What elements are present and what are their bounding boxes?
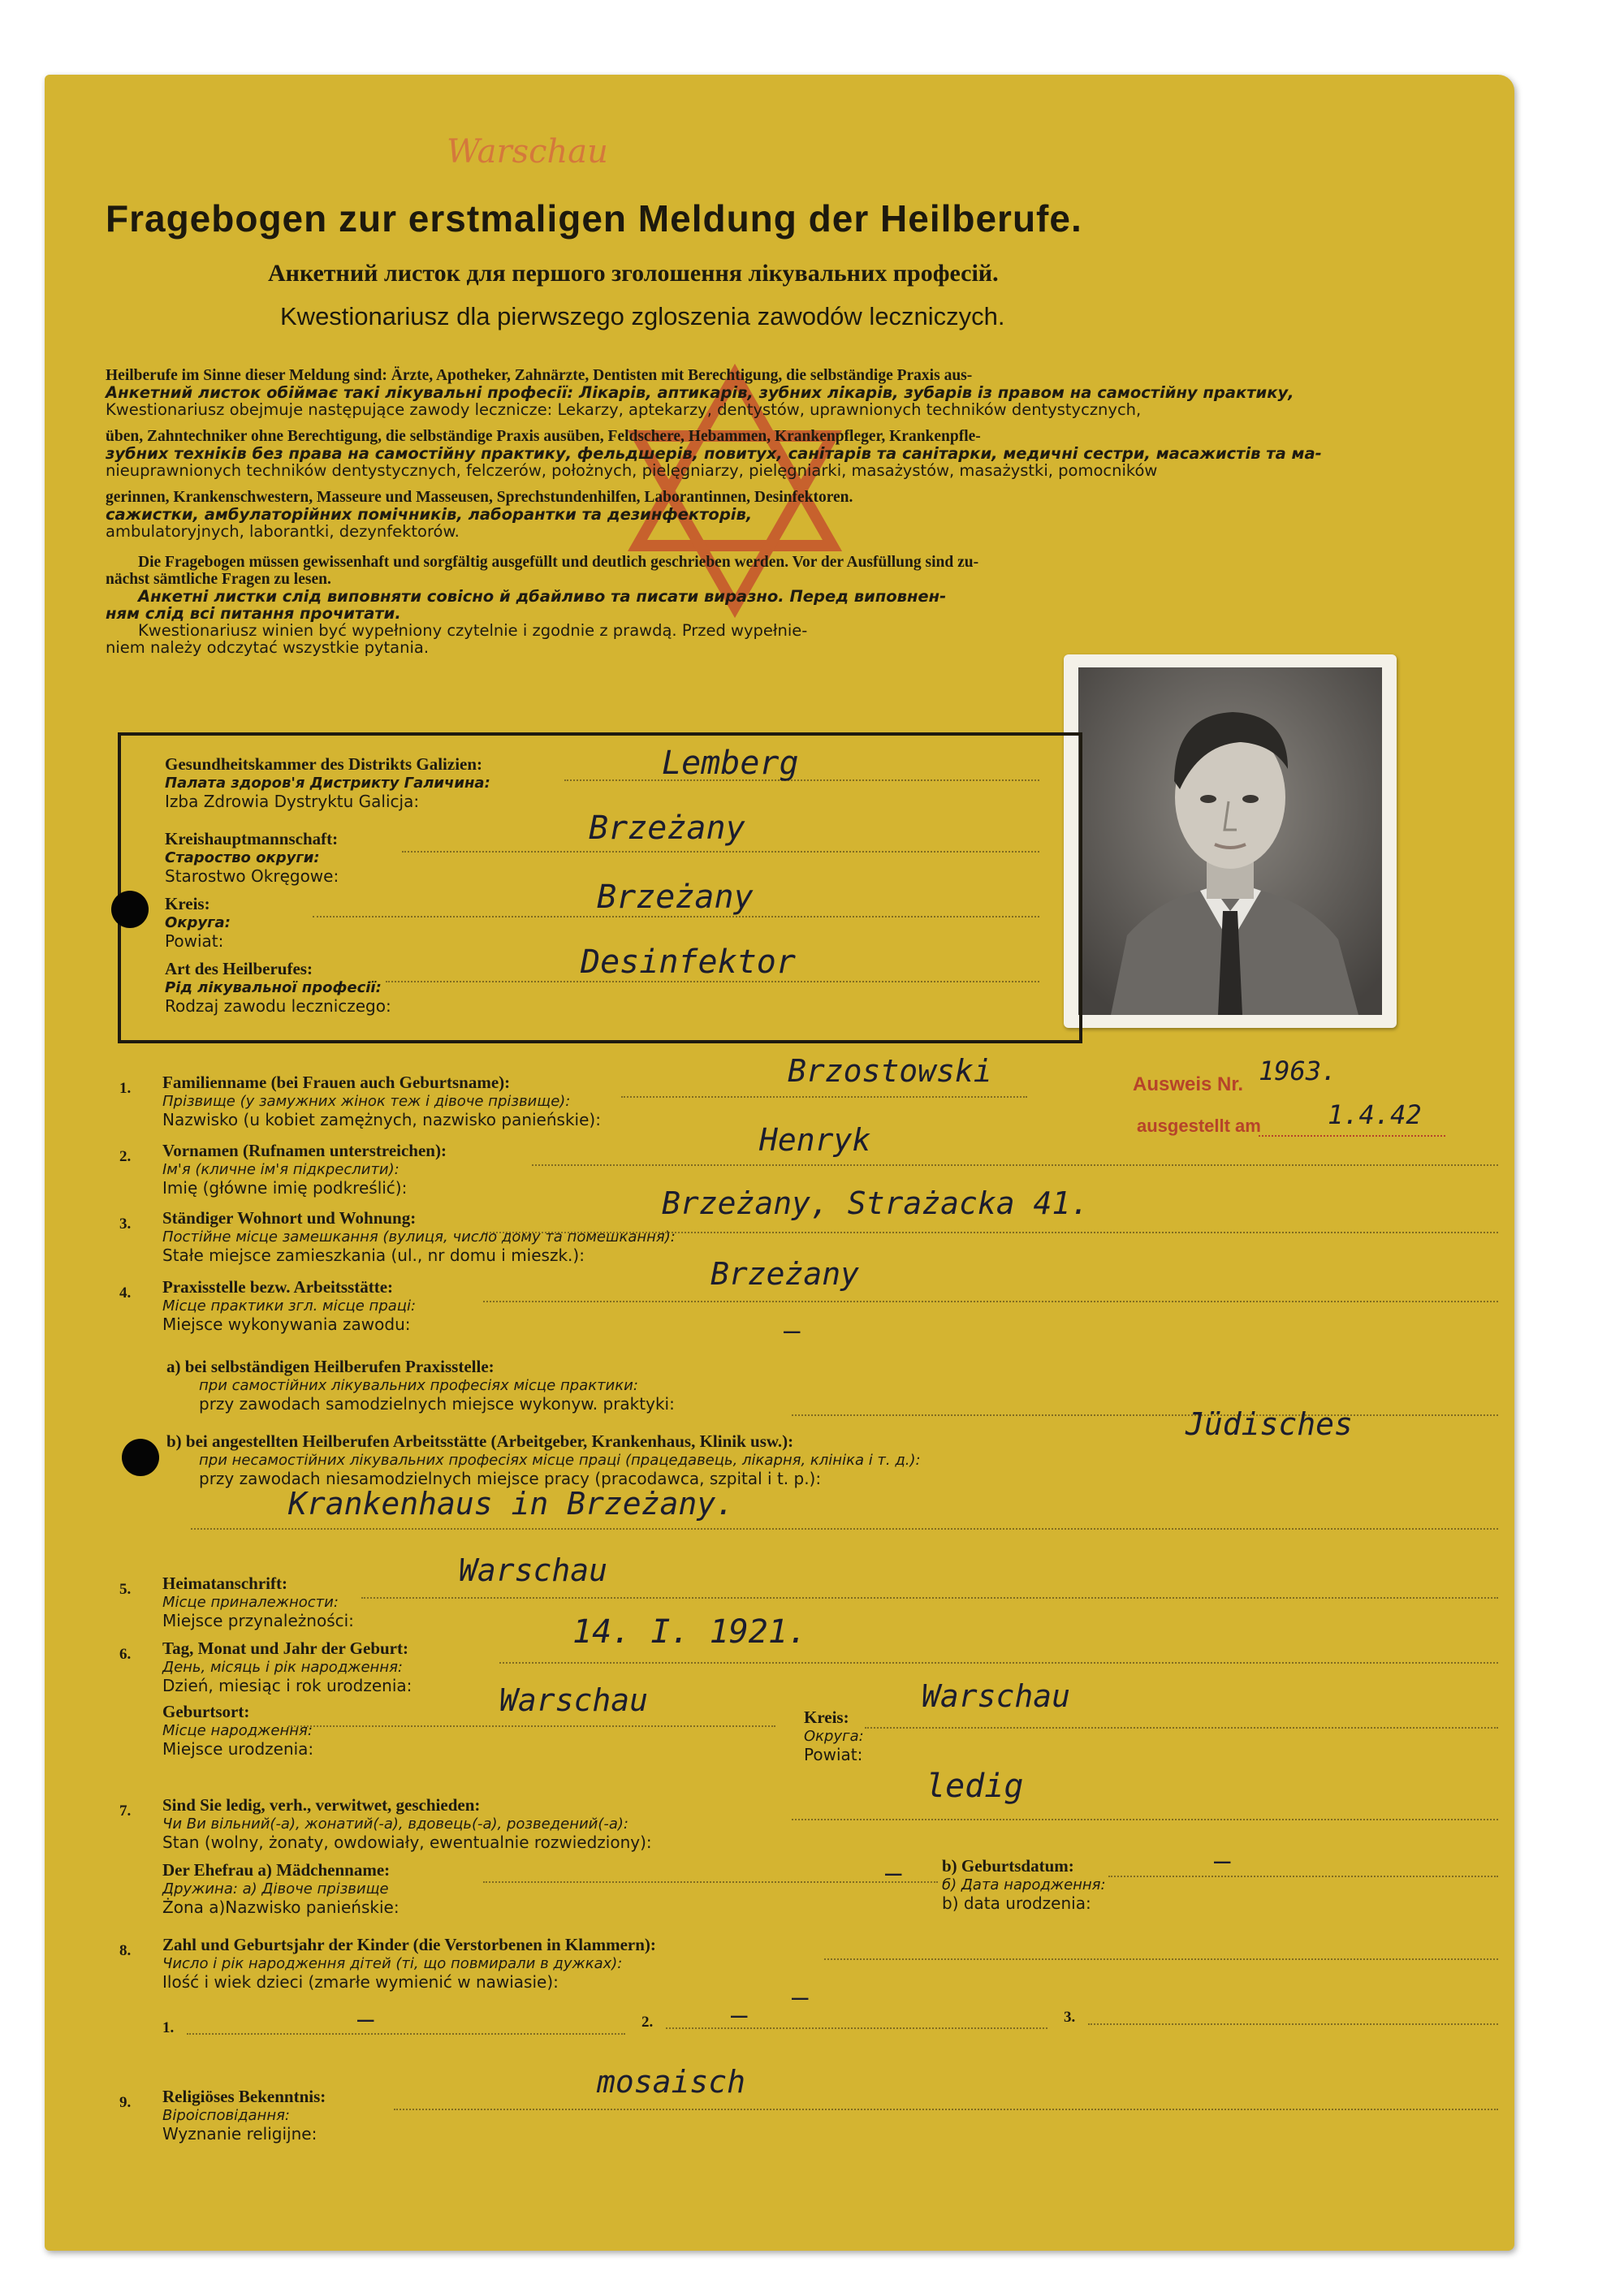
homeaddress-label-ua: Місце приналежности: xyxy=(162,1594,339,1611)
birthdate-label-de: Tag, Monat und Jahr der Geburt: xyxy=(162,1638,408,1658)
field-number: 8. xyxy=(119,1942,132,1959)
children-label-pl: Ilość i wiek dzieci (zmarłe wymienić w nawiasie): xyxy=(162,1972,559,1992)
intro-line: gerinnen, Krankenschwestern, Masseure und Masseusen, Sprechstundenhilfen, Laborantinnen, Desinfektoren. xyxy=(106,489,853,506)
firstname-value: Henryk xyxy=(759,1122,871,1158)
wife-maiden-label-ua: Дружина: а) Дівоче прізвище xyxy=(162,1880,389,1898)
birthdate-field xyxy=(162,1639,412,1695)
ausweis-nr-label: Ausweis Nr. xyxy=(1133,1073,1244,1095)
title-polish: Kwestionariusz dla pierwszego zgloszenia zawodów leczniczych. xyxy=(280,302,1005,330)
residence-value: Brzeżany, Strażacka 41. xyxy=(662,1185,1090,1221)
surname-field xyxy=(162,1073,601,1129)
kreishaupt-label-pl: Starostwo Okręgowe: xyxy=(165,866,339,886)
intro-line: Анкетний листок обіймає такі лікувальні професії: Лікарів, аптикарів, зубних лікарів, зубарів із правом на самостійну практику, xyxy=(106,383,1294,402)
homeaddress-label-de: Heimatanschrift: xyxy=(162,1574,287,1593)
ausweis-nr-value: 1963. xyxy=(1259,1056,1337,1086)
intro-line: Анкетні листки слід виповняти совісно й дбайливо та писати виразно. Перед виповнен- xyxy=(138,587,947,606)
wife-birthdate-label-de: b) Geburtsdatum: xyxy=(942,1856,1074,1876)
children-label-de: Zahl und Geburtsjahr der Kinder (die Verstorbenen in Klammern): xyxy=(162,1935,656,1954)
birthdate-label-pl: Dzień, miesiąc i rok urodzenia: xyxy=(162,1676,412,1695)
workplace-field xyxy=(162,1278,416,1334)
chamber-field xyxy=(165,755,490,811)
homeaddress-field xyxy=(162,1574,354,1630)
wife-birthdate-value: — xyxy=(1214,1845,1231,1877)
title-german: Fragebogen zur erstmaligen Meldung der Heilberufe. xyxy=(106,197,1082,240)
title-ukrainian: Анкетний листок для першого зголошення лікувальних професій. xyxy=(268,260,999,287)
portrait-photo xyxy=(1064,654,1397,1028)
ausweis-date-value: 1.4.42 xyxy=(1328,1099,1422,1130)
kreis-value: Brzeżany xyxy=(597,879,754,916)
kreishaupt-label-ua: Староство округи: xyxy=(165,849,320,866)
workplace-label-de: Praxisstelle bezw. Arbeitsstätte: xyxy=(162,1277,394,1297)
surname-value: Brzostowski xyxy=(788,1053,992,1089)
child-2-value: — xyxy=(731,1999,748,2031)
kreis-label-pl: Powiat: xyxy=(165,931,224,951)
workplace-b-field xyxy=(166,1432,921,1488)
wife-birthdate-label-ua: б) Дата народження: xyxy=(942,1876,1106,1893)
intro-line: nächst sämtliche Fragen zu lesen. xyxy=(106,571,331,588)
punch-hole xyxy=(111,891,149,928)
intro-line: nieuprawnionych techników dentystycznych, felczerów, położnych, pielęgniarzy, pielęgniarki, masażystów, masażystki, pomocników xyxy=(106,461,1158,480)
workplace-a-label-de: a) bei selbständigen Heilberufen Praxisstelle: xyxy=(166,1357,495,1376)
marital-field xyxy=(162,1796,652,1852)
intro-line: сажистки, амбулаторійних помічників, лаборантки та дезинфекторів, xyxy=(106,505,753,524)
child-1-value: — xyxy=(357,2003,374,2036)
residence-field xyxy=(162,1209,676,1265)
chamber-label-ua: Палата здоров'я Дистрикту Галичина: xyxy=(165,775,490,792)
firstname-label-de: Vornamen (Rufnamen unterstreichen): xyxy=(162,1141,447,1160)
intro-line: Heilberufe im Sinne dieser Meldung sind: Ärzte, Apotheker, Zahnärzte, Dentisten mit Berechtigung, die selbständige Praxis aus- xyxy=(106,367,973,384)
intro-line: зубних техніків без права на самостійну практику, фельдшерів, повитух, санітарів та санітарки, медичні сестри, масажистів та ма- xyxy=(106,444,1322,463)
religion-value: mosaisch xyxy=(597,2064,746,2100)
beruf-field xyxy=(165,960,391,1016)
homeaddress-label-pl: Miejsce przynależności: xyxy=(162,1611,354,1630)
workplace-b-value-2: Krankenhaus in Brzeżany. xyxy=(288,1486,735,1522)
kreis-label-ua: Округа: xyxy=(165,914,231,931)
field-number: 6. xyxy=(119,1646,132,1663)
birthplace-label-de: Geburtsort: xyxy=(162,1702,250,1721)
field-number: 1. xyxy=(119,1080,132,1097)
birthplace-label-pl: Miejsce urodzenia: xyxy=(162,1739,314,1759)
workplace-dash: — xyxy=(784,1315,801,1347)
workplace-b-label-pl: przy zawodach niesamodzielnych miejsce pracy (pracodawca, szpital i t. p.): xyxy=(199,1469,822,1488)
marital-value: ledig xyxy=(926,1768,1024,1805)
intro-line: Die Fragebogen müssen gewissenhaft und sorgfältig ausgefüllt und deutlich geschrieben werden. Vor der Ausfüllung sind zu- xyxy=(138,554,979,571)
kreishaupt-label-de: Kreishauptmannschaft: xyxy=(165,829,339,848)
firstname-label-pl: Imię (główne imię podkreślić): xyxy=(162,1178,408,1198)
intro-line: ambulatoryjnych, laborantki, dezynfektorów. xyxy=(106,522,460,541)
warschau-stamp: Warschau xyxy=(447,133,608,171)
surname-label-ua: Прізвище (у замужних жінок теж і дівоче прізвище): xyxy=(162,1093,571,1110)
firstname-field xyxy=(162,1142,447,1198)
chamber-value: Lemberg xyxy=(662,745,799,782)
wife-maiden-label-pl: Żona a)Nazwisko panieńskie: xyxy=(162,1898,400,1917)
child-2-number: 2. xyxy=(641,2014,654,2031)
workplace-b-label-ua: при несамостійних лікувальних професіях місце праці (працедавець, лікарня, клініка і т. д.): xyxy=(199,1452,921,1469)
intro-line: Kwestionariusz obejmuje następujące zawody lecznicze: Lekarzy, aptekarzy, dentystów, uprawnionych techników dentystycznych, xyxy=(106,400,1142,419)
intro-paragraph-1 xyxy=(106,367,1494,540)
kreishaupt-field xyxy=(165,830,339,886)
wife-birthdate-field xyxy=(942,1857,1106,1913)
kreis-field xyxy=(165,895,231,951)
religion-field xyxy=(162,2088,326,2144)
religion-label-pl: Wyznanie religijne: xyxy=(162,2124,317,2144)
wife-maiden-value: — xyxy=(885,1857,902,1889)
beruf-value: Desinfektor xyxy=(581,943,796,981)
workplace-a-label-ua: при самостійних лікувальних професіях місце практики: xyxy=(199,1377,638,1394)
workplace-label-ua: Місце практики згл. місце праці: xyxy=(162,1297,417,1315)
surname-label-pl: Nazwisko (u kobiet zamężnych, nazwisko panieńskie): xyxy=(162,1110,601,1129)
birth-kreis-label-de: Kreis: xyxy=(804,1708,849,1727)
religion-label-de: Religiöses Bekenntnis: xyxy=(162,2087,326,2106)
homeaddress-value: Warschau xyxy=(459,1552,608,1588)
birth-kreis-label-ua: Округа: xyxy=(804,1728,864,1745)
chamber-label-pl: Izba Zdrowia Dystryktu Galicja: xyxy=(165,792,420,811)
workplace-a-field xyxy=(166,1358,675,1414)
marital-label-ua: Чи Ви вільний(-а), жонатий(-а), вдовець(-а), розведений(-а): xyxy=(162,1816,628,1833)
children-field xyxy=(162,1936,656,1992)
children-value: — xyxy=(792,1981,809,2014)
child-1-number: 1. xyxy=(162,2019,175,2036)
workplace-value: Brzeżany xyxy=(710,1256,860,1292)
birth-kreis-label-pl: Powiat: xyxy=(804,1745,863,1764)
workplace-b-value-1: Jüdisches xyxy=(1186,1406,1353,1442)
field-number: 5. xyxy=(119,1581,132,1598)
portrait-image xyxy=(1078,667,1382,1015)
workplace-a-label-pl: przy zawodach samodzielnych miejsce wykonyw. praktyki: xyxy=(199,1394,675,1414)
birth-kreis-field xyxy=(804,1708,864,1764)
kreishaupt-value: Brzeżany xyxy=(589,810,745,847)
birth-kreis-value: Warschau xyxy=(922,1678,1071,1714)
beruf-label-ua: Рід лікувальної професії: xyxy=(165,979,382,996)
wife-maiden-field xyxy=(162,1861,400,1917)
birthdate-label-ua: День, місяць і рік народження: xyxy=(162,1659,403,1676)
wife-birthdate-label-pl: b) data urodzenia: xyxy=(942,1893,1091,1913)
field-number: 4. xyxy=(119,1284,132,1302)
residence-label-pl: Stałe miejsce zamieszkania (ul., nr domu i mieszk.): xyxy=(162,1246,585,1265)
workplace-label-pl: Miejsce wykonywania zawodu: xyxy=(162,1315,411,1334)
intro-paragraph-2 xyxy=(106,554,1494,656)
residence-label-ua: Постійне місце замешкання (вулиця, число дому та помешкання): xyxy=(162,1228,676,1246)
birthplace-value: Warschau xyxy=(499,1682,649,1718)
marital-label-de: Sind Sie ledig, verh., verwitwet, geschieden: xyxy=(162,1795,481,1815)
birthplace-field xyxy=(162,1703,313,1759)
intro-line: niem należy odczytać wszystkie pytania. xyxy=(106,638,430,657)
intro-line: Kwestionariusz winien być wypełniony czytelnie i zgodnie z prawdą. Przed wypełnie- xyxy=(138,621,808,640)
field-number: 2. xyxy=(119,1148,132,1165)
residence-label-de: Ständiger Wohnort und Wohnung: xyxy=(162,1208,417,1228)
child-3-number: 3. xyxy=(1064,2009,1076,2026)
wife-maiden-label-de: Der Ehefrau a) Mädchenname: xyxy=(162,1860,391,1880)
document-sheet xyxy=(45,75,1514,2251)
marital-label-pl: Stan (wolny, żonaty, owdowiały, ewentualnie rozwiedziony): xyxy=(162,1833,652,1852)
field-number: 7. xyxy=(119,1803,132,1820)
field-number: 3. xyxy=(119,1215,132,1233)
children-label-ua: Число і рік народження дітей (ті, що повмирали в дужках): xyxy=(162,1955,623,1972)
beruf-label-de: Art des Heilberufes: xyxy=(165,959,313,978)
birthdate-value: 14. I. 1921. xyxy=(572,1613,807,1651)
workplace-b-label-de: b) bei angestellten Heilberufen Arbeitsstätte (Arbeitgeber, Krankenhaus, Klinik usw.): xyxy=(166,1431,794,1451)
chamber-label-de: Gesundheitskammer des Distrikts Galizien: xyxy=(165,754,483,774)
beruf-label-pl: Rodzaj zawodu leczniczego: xyxy=(165,996,391,1016)
punch-hole xyxy=(122,1439,159,1476)
intro-line: ням слід всі питання прочитати. xyxy=(106,604,401,623)
surname-label-de: Familienname (bei Frauen auch Geburtsname): xyxy=(162,1073,511,1092)
kreis-label-de: Kreis: xyxy=(165,894,210,913)
firstname-label-ua: Ім'я (кличне ім'я підкреслити): xyxy=(162,1161,400,1178)
field-number: 9. xyxy=(119,2094,132,2111)
birthplace-label-ua: Місце народження: xyxy=(162,1722,313,1739)
intro-line: üben, Zahntechniker ohne Berechtigung, die selbständige Praxis ausüben, Feldschere, Hebammen, Krankenpfleger, Krankenpfle- xyxy=(106,428,981,445)
religion-label-ua: Віроісповідання: xyxy=(162,2107,290,2124)
ausweis-date-label: ausgestellt am xyxy=(1137,1116,1261,1136)
